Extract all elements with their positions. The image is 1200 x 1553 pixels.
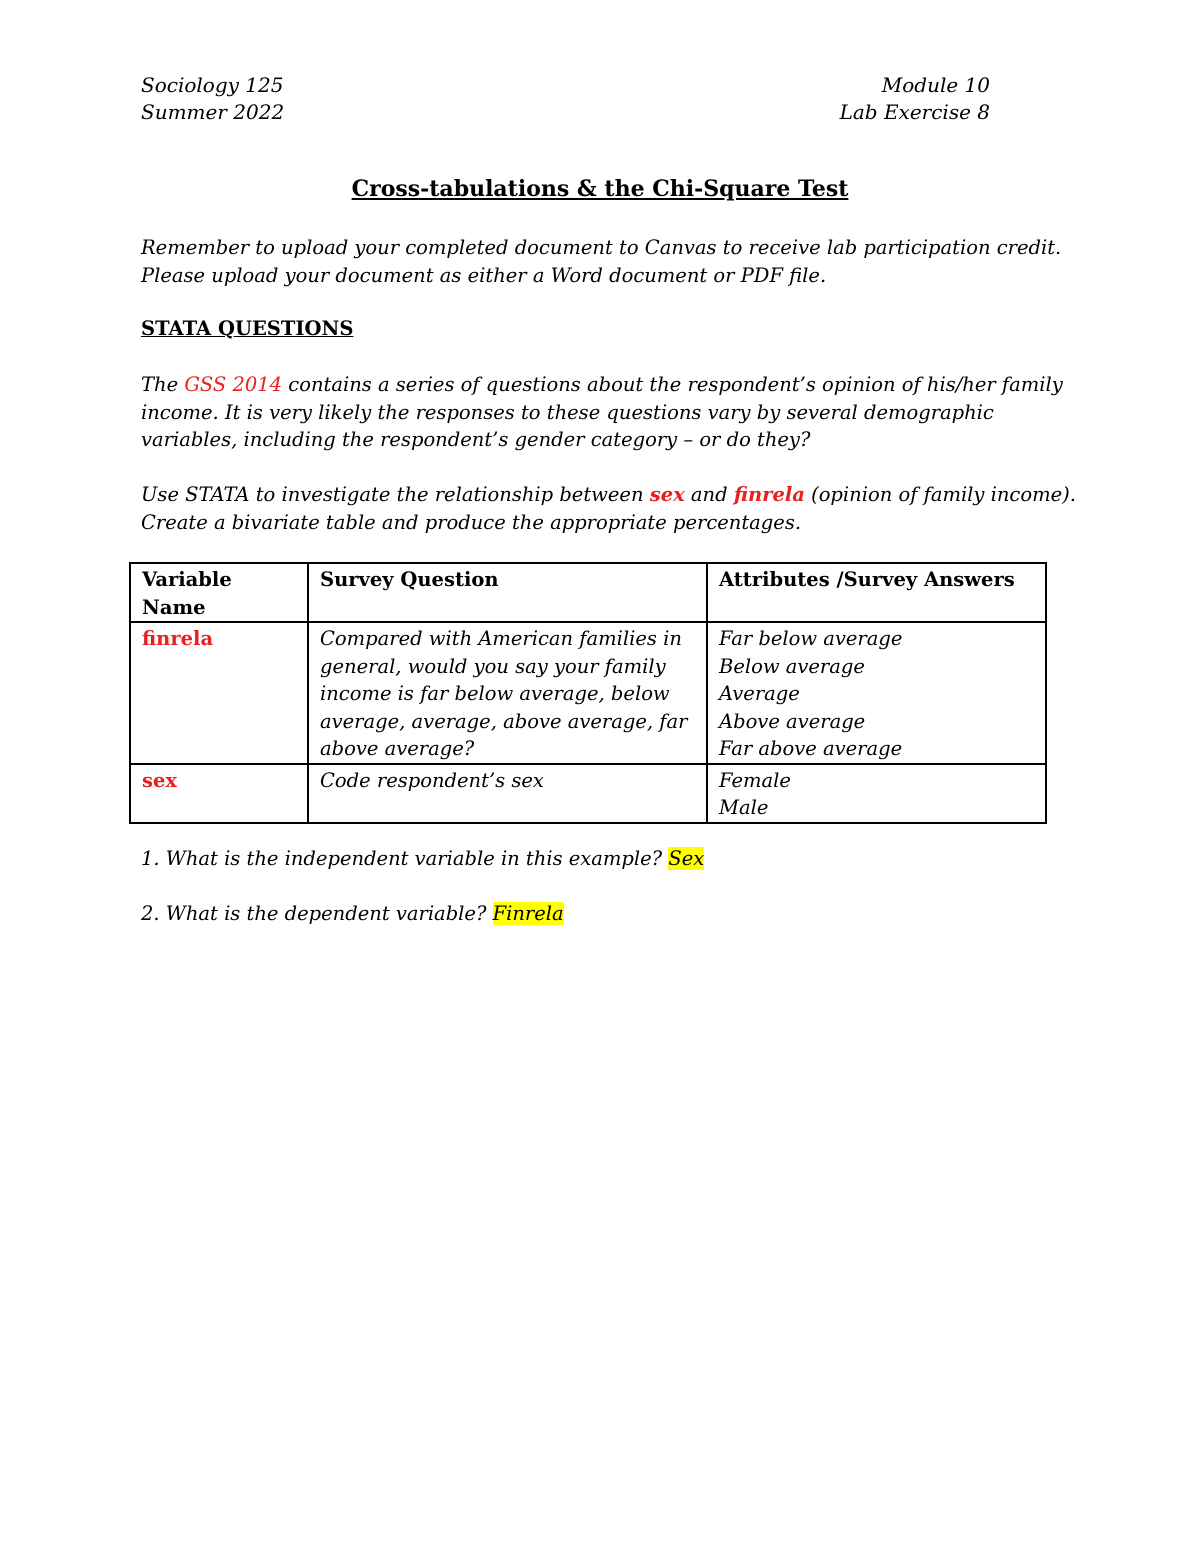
table-header-row xyxy=(130,563,1046,622)
answer-item: Far above average xyxy=(719,737,903,760)
attributes-cell xyxy=(707,764,1046,823)
answer-item: Male xyxy=(719,796,769,819)
answer-item: Above average xyxy=(719,709,866,733)
table-row xyxy=(130,622,1046,764)
attributes-cell xyxy=(707,622,1046,764)
answer-item: Far below average xyxy=(719,627,903,650)
header-attributes: Attributes /Survey Answers xyxy=(707,563,1046,622)
variable-name-cell: sex xyxy=(130,764,308,823)
header-right xyxy=(840,72,990,126)
gss-lead: The xyxy=(141,373,185,396)
gss-line-2: income. It is very likely the responses to these questions vary by several demographic xyxy=(141,400,994,424)
gss-paragraph xyxy=(141,371,1081,454)
use-lead: Use STATA to investigate the relationship between xyxy=(141,483,650,506)
header-survey-question: Survey Question xyxy=(308,563,707,622)
highlighted-answer: Sex xyxy=(668,847,705,870)
header-left xyxy=(141,72,284,126)
answer-item: Below average xyxy=(719,654,865,678)
use-tail: (opinion of family income). xyxy=(804,483,1076,506)
answer-item: Average xyxy=(719,682,800,705)
variables-table xyxy=(129,562,1047,824)
gss-line-1-rest: contains a series of questions about the respondent’s opinion of his/her family xyxy=(282,373,1063,396)
term: Summer 2022 xyxy=(141,100,285,124)
lab-label: Lab Exercise 8 xyxy=(839,100,990,124)
survey-question-cell: Code respondent’s sex xyxy=(308,764,707,823)
var-finrela: finrela xyxy=(733,483,805,506)
var-sex: sex xyxy=(649,483,685,506)
use-mid: and xyxy=(684,483,734,506)
header-variable-name: Variable Name xyxy=(130,563,308,622)
instruction-line: Please upload your document as either a Word document or PDF file. xyxy=(141,263,827,287)
gss-line-3: variables, including the respondent’s gender category – or do they? xyxy=(141,428,811,451)
section-heading: STATA QUESTIONS xyxy=(141,317,354,340)
use-line-1 xyxy=(141,481,1081,509)
highlighted-answer: Finrela xyxy=(492,902,564,925)
instruction-line: Remember to upload your completed document to Canvas to receive lab participation credit. xyxy=(141,236,1062,259)
module-label: Module 10 xyxy=(881,73,990,97)
use-line-2: Create a bivariate table and produce the appropriate percentages. xyxy=(141,510,802,534)
gss-line-1 xyxy=(141,371,1081,399)
survey-question-cell: Compared with American families in general, would you say your family income is far below average, below average, average, above average, far above average? xyxy=(308,622,707,764)
document-title: Cross-tabulations & the Chi-Square Test xyxy=(351,176,849,202)
answer-item: Female xyxy=(719,768,791,792)
use-paragraph xyxy=(141,481,1081,536)
question-text: 2. What is the dependent variable? xyxy=(141,902,493,925)
course-name: Sociology 125 xyxy=(141,73,284,97)
question-1 xyxy=(141,845,704,873)
question-text: 1. What is the independent variable in this example? xyxy=(141,847,669,870)
instructions-paragraph xyxy=(141,234,1081,289)
dataset-name: GSS 2014 xyxy=(184,373,283,396)
variable-name-cell: finrela xyxy=(130,622,308,764)
question-2 xyxy=(141,900,564,928)
table-row xyxy=(130,764,1046,823)
